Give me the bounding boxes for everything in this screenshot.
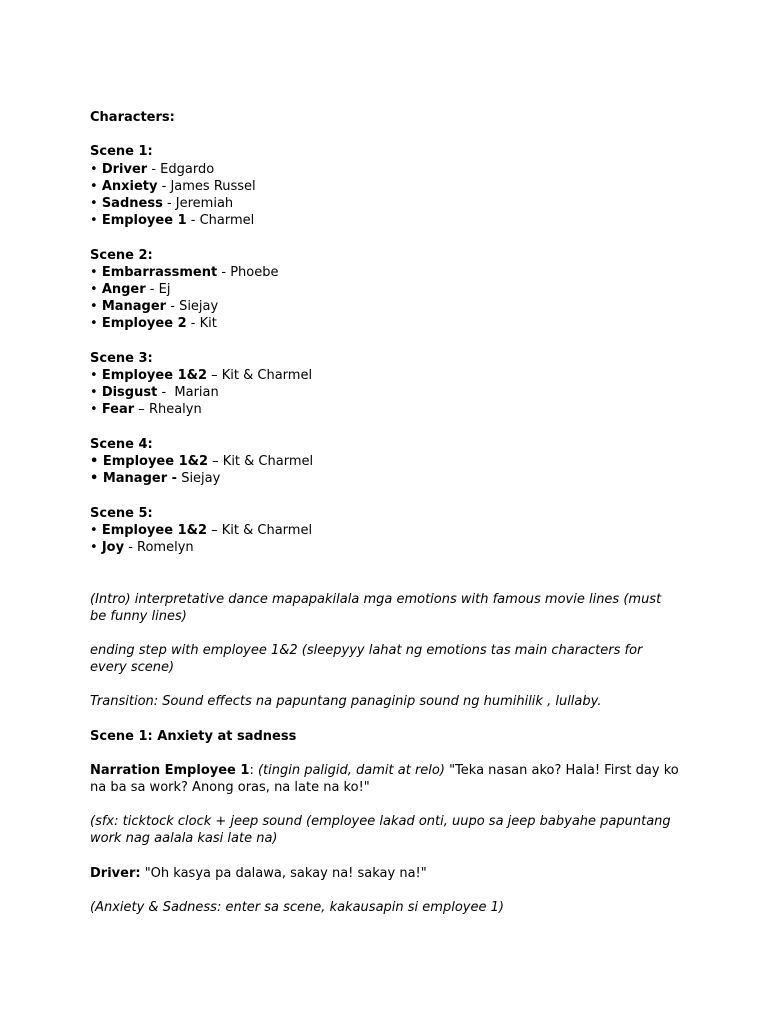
cast-sep: – bbox=[134, 402, 149, 418]
scene-cast-block bbox=[90, 247, 680, 333]
scene-cast-block bbox=[90, 350, 680, 419]
narration-line bbox=[90, 762, 680, 796]
bullet: • bbox=[90, 299, 102, 315]
cast-role: Anxiety bbox=[101, 178, 158, 194]
transition-direction: Transition: Sound effects na papuntang panaginip sound ng humihilik , lullaby. bbox=[90, 694, 602, 710]
cast-role: Driver bbox=[101, 161, 148, 177]
document-page bbox=[90, 109, 680, 933]
scene-cast-block bbox=[90, 505, 680, 557]
cast-sep: - bbox=[157, 385, 175, 401]
scene-cast-title: Scene 3: bbox=[90, 350, 153, 366]
cast-entry bbox=[90, 264, 680, 281]
cast-entry bbox=[90, 367, 680, 384]
bullet: • bbox=[90, 213, 102, 229]
cast-entry bbox=[90, 522, 680, 539]
cast-sep: - bbox=[186, 316, 200, 332]
cast-role: Disgust bbox=[101, 385, 158, 401]
scene-cast-title: Scene 1: bbox=[90, 144, 153, 160]
cast-role: Anger bbox=[101, 282, 146, 297]
cast-actor: Siejay bbox=[181, 471, 221, 487]
cast-actor: Jeremiah bbox=[175, 196, 234, 211]
cast-entry bbox=[90, 539, 680, 556]
cast-actor: Ej bbox=[158, 282, 171, 297]
cast-entry bbox=[90, 470, 680, 487]
cast-sep: - bbox=[145, 282, 159, 297]
bullet: • bbox=[90, 402, 102, 418]
narration-direction: (tingin paligid, damit at relo) bbox=[257, 762, 445, 778]
cast-sep: - bbox=[217, 264, 231, 280]
cast-actor: Kit & Charmel bbox=[222, 454, 314, 469]
cast-role: Joy bbox=[101, 540, 125, 555]
cast-entry bbox=[90, 384, 680, 401]
scene-cast-block bbox=[90, 143, 680, 229]
bullet: • bbox=[90, 454, 103, 469]
scene-cast-block bbox=[90, 436, 680, 488]
bullet: • bbox=[90, 522, 102, 538]
cast-actor: Kit & Charmel bbox=[221, 522, 313, 538]
bullet: • bbox=[90, 282, 102, 297]
driver-dialogue: "Oh kasya pa dalawa, sakay na! sakay na!" bbox=[140, 865, 427, 881]
bullet: • bbox=[90, 471, 103, 487]
narration-colon: : bbox=[249, 762, 258, 778]
cast-entry bbox=[90, 298, 680, 315]
cast-role: Manager bbox=[101, 299, 167, 315]
cast-entry bbox=[90, 195, 680, 212]
spacer bbox=[90, 556, 680, 573]
scene1-heading: Scene 1: Anxiety at sadness bbox=[90, 728, 297, 744]
cast-sep: - bbox=[147, 161, 161, 177]
spacer bbox=[90, 229, 680, 246]
scene-cast-title: Scene 4: bbox=[90, 436, 153, 452]
cast-sep: - bbox=[186, 213, 200, 229]
cast-entry bbox=[90, 401, 680, 418]
cast-entry bbox=[90, 281, 680, 298]
cast-actor: Marian bbox=[174, 385, 219, 401]
bullet: • bbox=[90, 316, 102, 332]
spacer bbox=[90, 487, 680, 504]
cast-role: Fear bbox=[101, 402, 135, 418]
narration-speaker: Narration Employee 1 bbox=[90, 762, 250, 778]
scene-cast-title: Scene 5: bbox=[90, 505, 153, 521]
cast-sep: - bbox=[166, 299, 180, 315]
spacer bbox=[90, 126, 680, 143]
cast-actor: Edgardo bbox=[160, 161, 215, 177]
cast-actor: Kit bbox=[199, 316, 217, 332]
cast-actor: Kit & Charmel bbox=[221, 368, 313, 383]
bullet: • bbox=[90, 161, 102, 177]
cast-actor: James Russel bbox=[170, 178, 256, 194]
bullet: • bbox=[90, 178, 102, 194]
intro-direction: (Intro) interpretative dance mapapakilala mga emotions with famous movie lines (must be funny lines) bbox=[90, 591, 662, 624]
cast-entry bbox=[90, 161, 680, 178]
scene-cast-title: Scene 2: bbox=[90, 247, 153, 263]
spacer bbox=[90, 333, 680, 350]
cast-sep: – bbox=[207, 368, 222, 383]
characters-heading: Characters: bbox=[90, 110, 175, 125]
driver-line bbox=[90, 865, 680, 882]
cast-actor: Siejay bbox=[179, 299, 219, 315]
cast-actor: Phoebe bbox=[230, 264, 279, 280]
cast-actor: Rhealyn bbox=[148, 402, 202, 418]
cast-actor: Charmel bbox=[199, 213, 255, 229]
cast-sep: - bbox=[124, 540, 138, 555]
cast-role: Manager - bbox=[102, 471, 178, 487]
cast-sep: – bbox=[207, 522, 222, 538]
ending-step-direction: ending step with employee 1&2 (sleepyyy lahat ng emotions tas main characters for every scene) bbox=[90, 642, 643, 676]
bullet: • bbox=[90, 385, 102, 401]
cast-sep: – bbox=[208, 454, 223, 469]
enter-direction: (Anxiety & Sadness: enter sa scene, kakausapin si employee 1) bbox=[90, 899, 504, 915]
cast-sep: - bbox=[157, 178, 171, 194]
spacer bbox=[90, 419, 680, 436]
cast-sep: - bbox=[162, 196, 176, 211]
cast-entry bbox=[90, 453, 680, 470]
bullet: • bbox=[90, 264, 102, 280]
cast-entry bbox=[90, 178, 680, 195]
bullet: • bbox=[90, 368, 102, 383]
cast-role: Embarrassment bbox=[101, 264, 218, 280]
sfx-direction: (sfx: ticktock clock + jeep sound (employee lakad onti, uupo sa jeep babyahe papuntang work nag aalala kasi late na) bbox=[90, 814, 671, 847]
cast-role: Employee 2 bbox=[101, 316, 187, 332]
cast-entry bbox=[90, 315, 680, 332]
spacer bbox=[90, 573, 680, 590]
cast-role: Employee 1 bbox=[101, 213, 187, 229]
cast-role: Employee 1&2 bbox=[101, 522, 207, 538]
cast-entry bbox=[90, 212, 680, 229]
driver-speaker: Driver: bbox=[90, 865, 141, 881]
cast-actor: Romelyn bbox=[137, 540, 194, 555]
narration-dialogue: "Teka nasan ako? Hala! First day ko na ba sa work? Anong oras, na late na ko!" bbox=[90, 762, 679, 795]
bullet: • bbox=[90, 196, 102, 211]
bullet: • bbox=[90, 540, 102, 555]
cast-role: Sadness bbox=[101, 196, 163, 211]
cast-role: Employee 1&2 bbox=[102, 454, 209, 469]
cast-role: Employee 1&2 bbox=[101, 368, 207, 383]
